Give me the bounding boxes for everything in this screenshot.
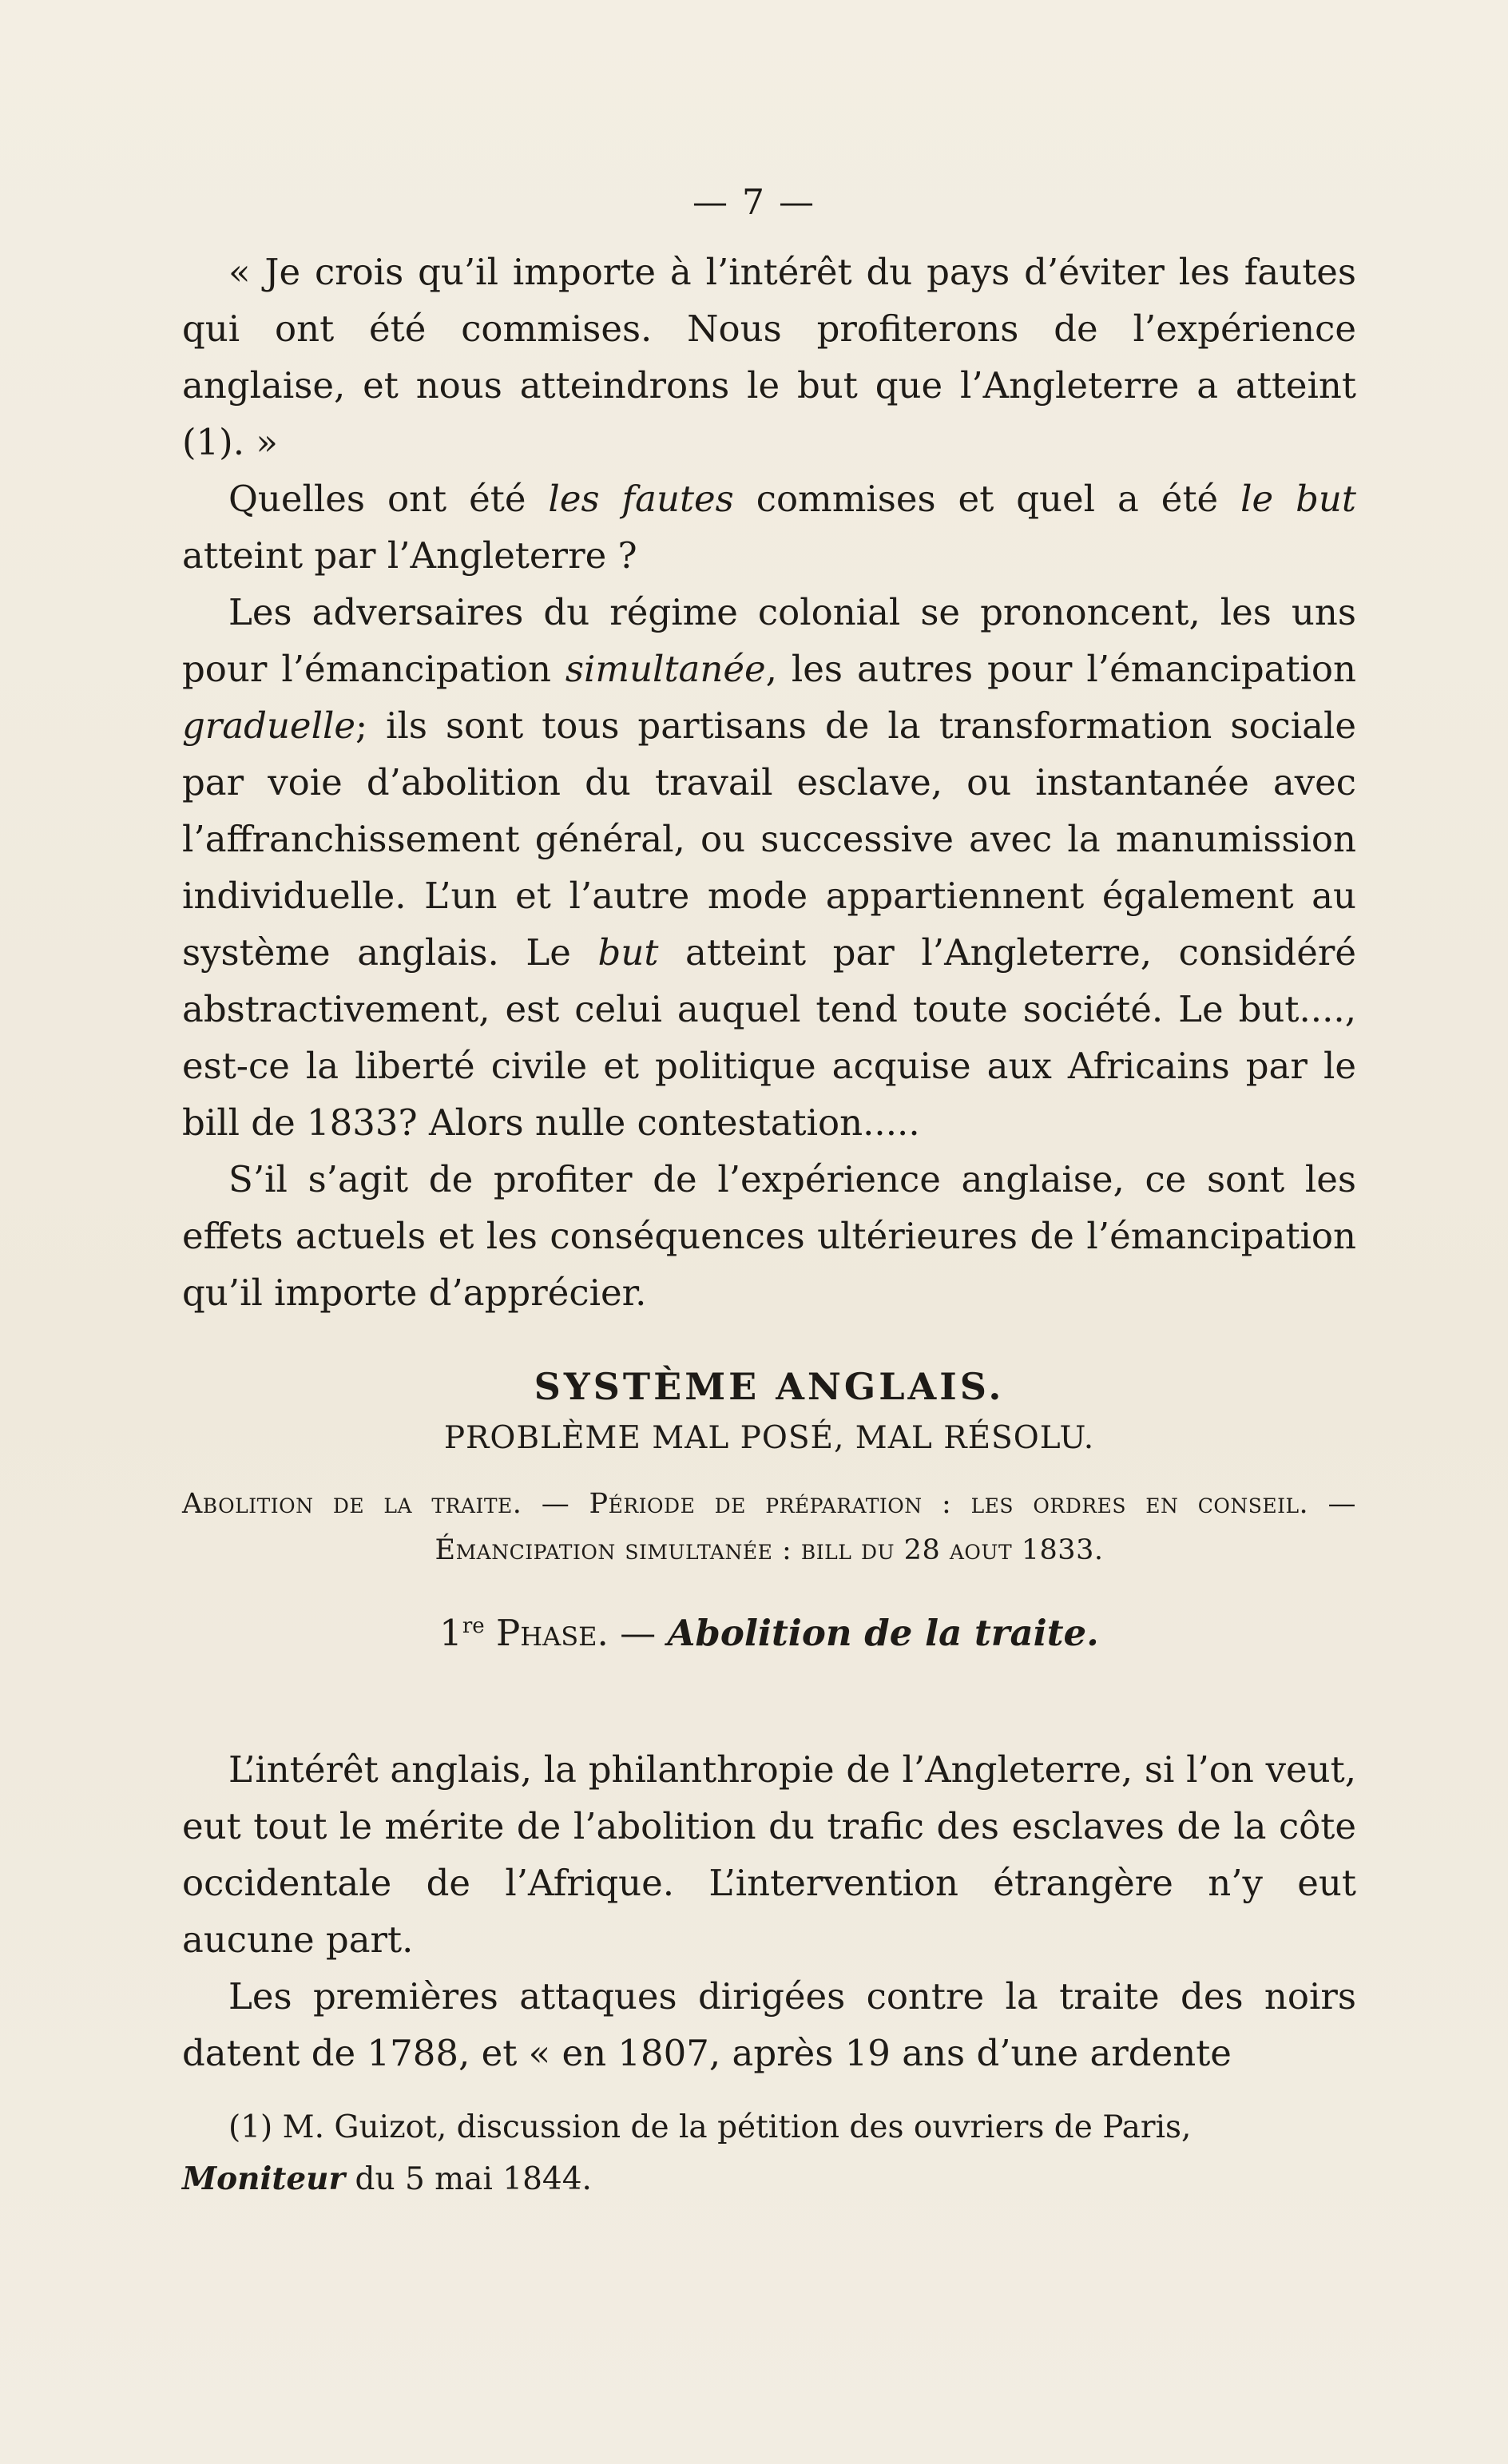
adversaires-emphasis-1: simultanée xyxy=(565,648,766,690)
paragraph-profiter: S’il s’agit de profiter de l’expérience anglaise, ce sont les effets actuels et les conséquences ultérieures de l’émancipation qu’il importe d’apprécier. xyxy=(182,1158,1356,1314)
quote-text: Je crois qu’il importe à l’intérêt du pays d’éviter les fautes qui ont été commises. Nous profiterons de l’expérience anglaise, et nous atteindrons le but que l’Angleterre a atteint (1). » xyxy=(182,251,1357,463)
footnote-date: du 5 mai 1844. xyxy=(345,2161,592,2197)
quote-open: « xyxy=(228,251,265,293)
adversaires-emphasis-2: graduelle xyxy=(182,704,355,747)
section-title: SYSTÈME ANGLAIS. xyxy=(534,1365,1005,1408)
footnote-source: Moniteur xyxy=(182,2160,346,2197)
footnote-line xyxy=(182,2102,1356,2205)
quote-paragraph xyxy=(182,244,1356,470)
phase-title: Abolition de la traite. xyxy=(667,1612,1099,1654)
page-number: — 7 — xyxy=(692,182,816,223)
fautes-text-2: commises et quel a été xyxy=(733,478,1241,520)
fautes-emphasis-2: le but xyxy=(1240,478,1356,520)
section-heading xyxy=(182,1358,1356,1662)
phase-number: 1 xyxy=(439,1612,462,1654)
section-subtitle: PROBLÈME MAL POSÉ, MAL RÉSOLU. xyxy=(443,1420,1095,1456)
paragraph-attaques: Les premières attaques dirigées contre la traite des noirs datent de 1788, et « en 1807, après 19 ans d’une ardente xyxy=(182,1975,1356,2074)
adversaires-text-4: atteint par l’Angleterre, considéré abstractivement, est celui auquel tend toute société. Le but...., est-ce la liberté civile et politique acquise aux Africains par le bill de 1833? Alors nulle contestation..... xyxy=(182,931,1356,1144)
fautes-text-1: Quelles ont été xyxy=(228,478,549,520)
adversaires-emphasis-3: but xyxy=(597,931,659,974)
fautes-text-3: atteint par l’Angleterre ? xyxy=(182,534,637,577)
paragraph-fautes xyxy=(182,470,1356,584)
paragraph-adversaires xyxy=(182,584,1356,1151)
phase-superscript: re xyxy=(462,1614,485,1638)
section-text xyxy=(182,1741,1356,2081)
phase-label: Phase. — xyxy=(484,1612,668,1654)
main-text xyxy=(182,244,1356,1321)
footnote-text: (1) M. Guizot, discussion de la pétition des ouvriers de Paris, xyxy=(228,2109,1192,2145)
section-summary: Abolition de la traite. — Période de préparation : les ordres en conseil. — Émancipation simultanée : bill du 28 aout 1833. xyxy=(182,1488,1356,1566)
adversaires-text-3: ; ils sont tous partisans de la transformation sociale par voie d’abolition du travail esclave, ou instantanée avec l’affranchissement général, ou successive avec la manumission individuelle. L’un et l’autre mode appartiennent également au système anglais. Le xyxy=(182,704,1356,974)
adversaires-text-2: , les autres pour l’émancipation xyxy=(765,648,1357,690)
fautes-emphasis-1: les fautes xyxy=(548,478,734,520)
paragraph-interet: L’intérêt anglais, la philanthropie de l’Angleterre, si l’on veut, eut tout le mérite de l’abolition du trafic des esclaves de la côte occidentale de l’Afrique. L’intervention étrangère n’y eut aucune part. xyxy=(182,1748,1356,1961)
footnote xyxy=(182,2102,1356,2205)
phase-heading xyxy=(182,1597,1356,1662)
adversaires-text-1: Les adversaires du régime colonial se prononcent, les uns pour l’émancipation xyxy=(182,591,1356,690)
